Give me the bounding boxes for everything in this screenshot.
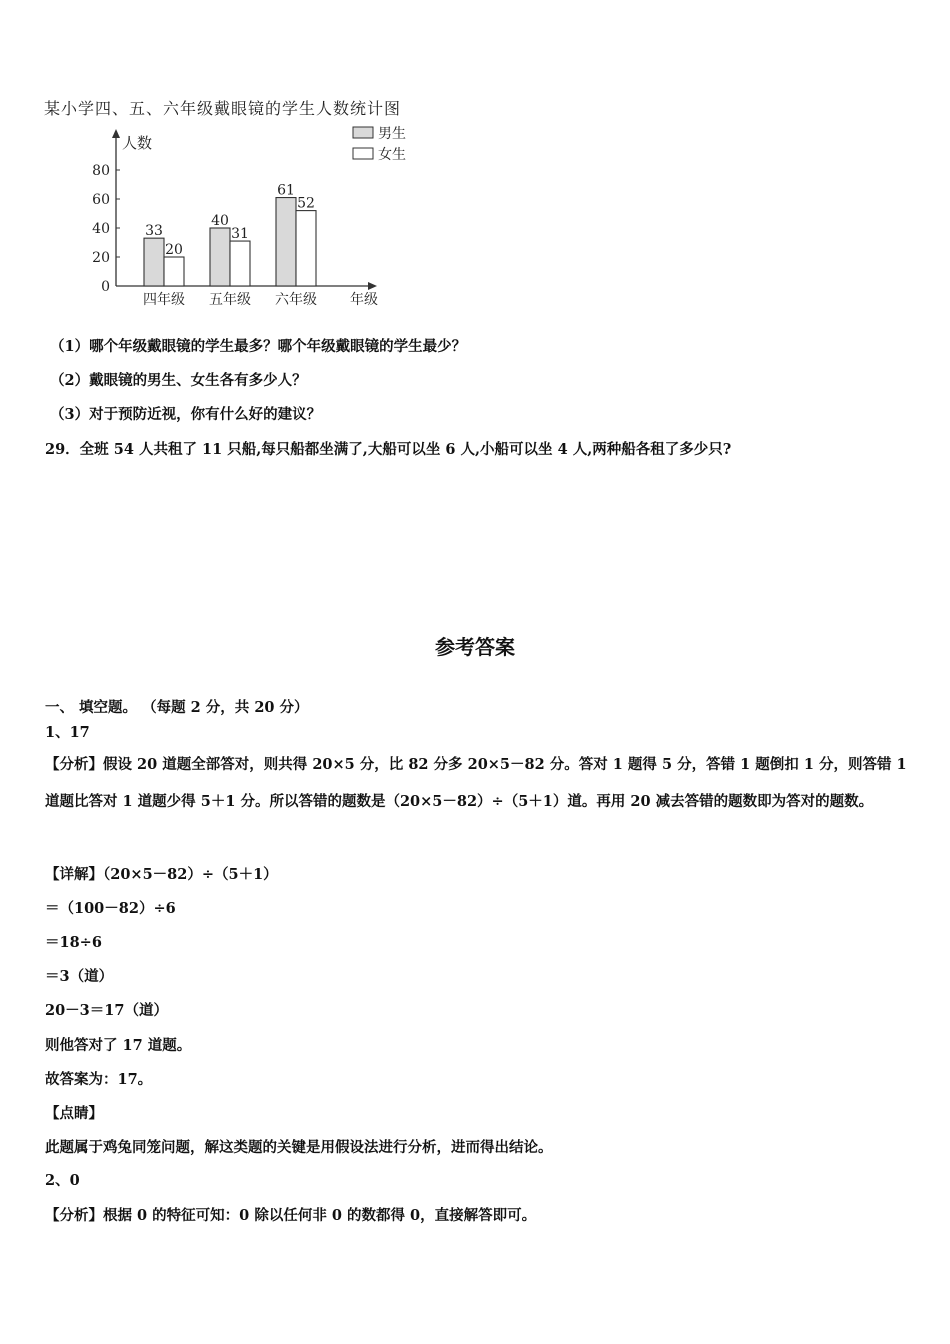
data-label: 33 [145, 223, 163, 240]
answer-1-point: 此题属于鸡兔同笼问题，解这类题的关键是用假设法进行分析，进而得出结论。 [45, 1139, 553, 1156]
answer-2-analysis: 【分析】根据 0 的特征可知：0 除以任何非 0 的数都得 0，直接解答即可。 [45, 1207, 537, 1224]
x-axis-arrow [368, 282, 377, 290]
x-axis-label: 年级 [350, 292, 378, 308]
y-tick-label: 40 [92, 221, 110, 237]
answer-2-title: 2、0 [45, 1172, 80, 1189]
chart-title: 某小学四、五、六年级戴眼镜的学生人数统计图 [44, 99, 402, 118]
legend-swatch [353, 148, 373, 159]
bar-boys [210, 228, 230, 286]
x-tick-label: 六年级 [275, 292, 317, 308]
bar-boys [144, 238, 164, 286]
answers-heading: 参考答案 [435, 635, 515, 659]
y-axis-arrow [112, 129, 120, 138]
answer-1-step-5: 则他答对了 17 道题。 [45, 1037, 192, 1054]
question-3: （3）对于预防近视，你有什么好的建议？ [50, 406, 322, 423]
y-tick-label: 0 [101, 279, 110, 295]
data-label: 61 [277, 182, 295, 199]
question-2: （2）戴眼镜的男生、女生各有多少人？ [50, 372, 307, 389]
legend-label: 女生 [378, 147, 406, 163]
section-title: 一、 填空题。 （每题 2 分，共 20 分） [45, 699, 309, 716]
answer-1-step-1: ＝（100－82）÷6 [45, 900, 176, 917]
bar-girls [164, 257, 184, 286]
y-axis-label: 人数 [122, 134, 153, 152]
x-tick-label: 五年级 [209, 292, 251, 308]
answer-1-final: 故答案为：17。 [45, 1071, 153, 1088]
bar-boys [276, 198, 296, 286]
y-tick-label: 20 [92, 250, 110, 266]
bar-girls [296, 211, 316, 286]
answer-1-title: 1、17 [45, 724, 90, 741]
answer-1-detail: 【详解】（20×5－82）÷（5＋1） [45, 866, 278, 883]
bar-girls [230, 241, 250, 286]
answer-1-step-2: ＝18÷6 [45, 934, 102, 951]
answer-1-step-3: ＝3（道） [45, 968, 114, 985]
x-tick-label: 四年级 [143, 292, 185, 308]
question-1: （1）哪个年级戴眼镜的学生最多？哪个年级戴眼镜的学生最少？ [50, 338, 467, 355]
data-label: 20 [165, 242, 183, 258]
y-tick-label: 60 [92, 192, 110, 208]
question-29: 29．全班 54 人共租了 11 只船,每只船都坐满了,大船可以坐 6 人,小船可以坐 4 人,两种船各租了多少只? [45, 441, 732, 458]
data-label: 31 [231, 226, 249, 243]
data-label: 40 [211, 213, 229, 229]
y-tick-label: 80 [92, 163, 110, 179]
legend-swatch [353, 127, 373, 138]
data-label: 52 [297, 195, 315, 212]
answer-1-step-4: 20－3＝17（道） [45, 1002, 168, 1019]
legend-label: 男生 [378, 126, 406, 142]
answer-1-point-label: 【点睛】 [45, 1105, 103, 1122]
bar-chart [44, 118, 406, 308]
answer-1-analysis: 【分析】假设 20 道题全部答对，则共得 20×5 分，比 82 分多 20×5－82 分。答对 1 题得 5 分，答错 1 题倒扣 1 分，则答错 1 道题比答对 1 道题少得 5＋1 分。所以答错的题数是（20×5－82）÷（5＋1）道。再用 20 减去答错的题数即为答对的题数。 [45, 756, 907, 810]
